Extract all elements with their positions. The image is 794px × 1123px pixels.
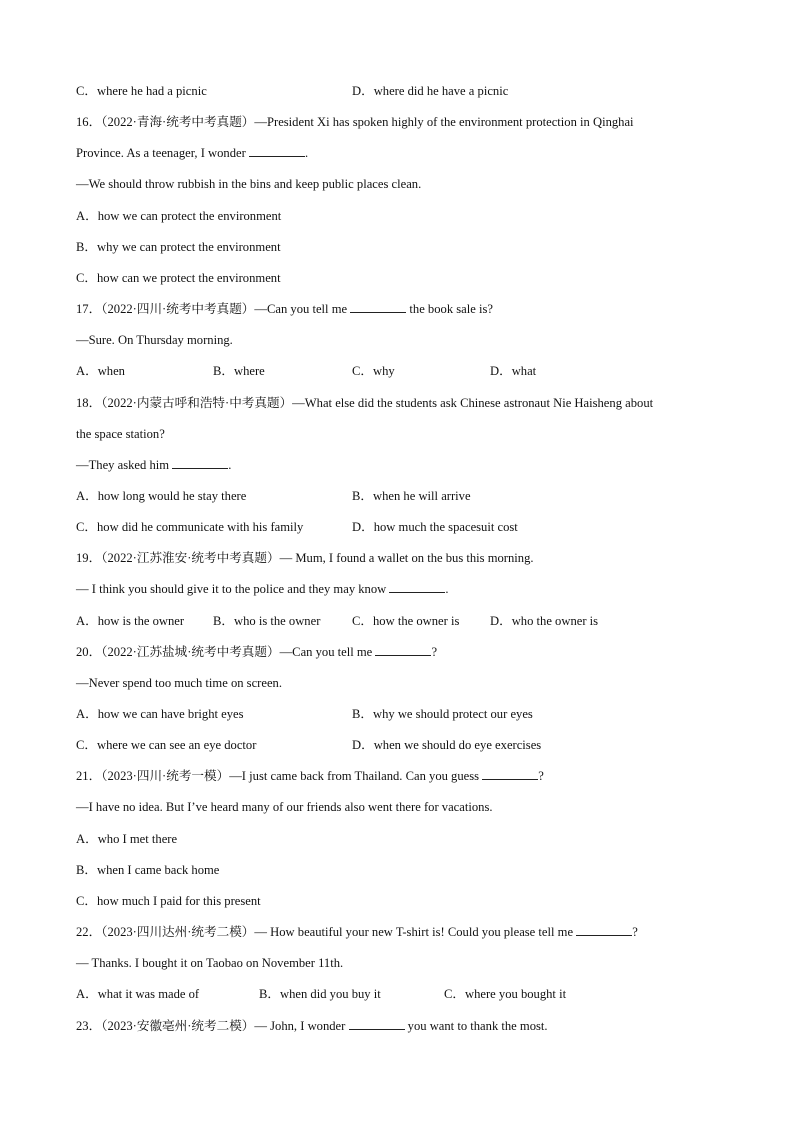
text-line xyxy=(76,766,724,786)
answer-option: B．why we should protect our eyes xyxy=(352,707,533,721)
line-text: —They asked him xyxy=(76,457,173,472)
options-row xyxy=(76,611,724,631)
text-line xyxy=(76,174,724,194)
answer-option: D．when we should do eye exercises xyxy=(352,738,542,753)
text-line xyxy=(76,424,724,444)
line-text: 22．（2023·四川达州·统考二模）— How beautiful your new T-shirt is! Could you please tell me xyxy=(76,925,577,940)
text-line xyxy=(76,112,724,132)
answer-blank[interactable] xyxy=(375,642,431,656)
answer-blank[interactable] xyxy=(349,1016,405,1030)
text-line xyxy=(76,797,724,817)
answer-option: C．how the owner is xyxy=(352,613,460,628)
answer-option: B．where xyxy=(213,364,265,379)
answer-option: A．what it was made of xyxy=(76,987,200,1002)
line-text: — I think you should give it to the police and they may know xyxy=(76,582,390,597)
line-text: A．how we can protect the environment xyxy=(76,208,282,223)
options-row xyxy=(76,735,724,755)
line-text: — Thanks. I bought it on Taobao on November 11th. xyxy=(76,956,344,971)
text-line xyxy=(76,579,724,599)
answer-option: D．what xyxy=(490,364,537,379)
line-text: 17．（2022·四川·统考中考真题）—Can you tell me xyxy=(76,302,351,317)
line-text: B．why we can protect the environment xyxy=(76,239,281,254)
line-text-continued: . xyxy=(445,582,449,597)
answer-option: C．where you bought it xyxy=(444,987,567,1002)
answer-blank[interactable] xyxy=(350,299,406,313)
options-row xyxy=(76,984,724,1004)
line-text: C．how much I paid for this present xyxy=(76,893,261,908)
line-text: A．who I met there xyxy=(76,831,178,846)
line-text: the space station? xyxy=(76,426,165,441)
line-text: C．how can we protect the environment xyxy=(76,270,281,285)
line-text-continued: the book sale is? xyxy=(406,302,493,317)
line-text: B．when I came back home xyxy=(76,862,220,877)
answer-option: C．why xyxy=(352,364,395,379)
text-line xyxy=(76,1016,724,1036)
options-row xyxy=(76,81,724,101)
text-line xyxy=(76,548,724,568)
answer-option: C．where he had a picnic xyxy=(76,84,207,98)
answer-option: C．how did he communicate with his family xyxy=(76,520,304,535)
text-line xyxy=(76,455,724,475)
answer-option: D．how much the spacesuit cost xyxy=(352,520,518,535)
line-text: —Sure. On Thursday morning. xyxy=(76,333,233,348)
line-text-continued: ? xyxy=(632,925,638,940)
answer-option: D．who the owner is xyxy=(490,613,599,628)
text-line xyxy=(76,299,724,319)
line-text: 18．（2022·内蒙古呼和浩特·中考真题）—What else did the students ask Chinese astronaut Nie Haisheng about xyxy=(76,395,654,410)
answer-option: B．when he will arrive xyxy=(352,488,471,503)
options-row xyxy=(76,486,724,506)
text-line xyxy=(76,922,724,942)
line-text: 16．（2022·青海·统考中考真题）—President Xi has spoken highly of the environment protection in Qinghai xyxy=(76,115,634,130)
text-line xyxy=(76,237,724,257)
answer-option: A．how long would he stay there xyxy=(76,488,247,503)
line-text: —Never spend too much time on screen. xyxy=(76,675,282,690)
answer-option: A．when xyxy=(76,364,125,379)
answer-blank[interactable] xyxy=(249,143,305,157)
line-text-continued: . xyxy=(304,146,309,161)
text-line xyxy=(76,330,724,350)
line-text: —We should throw rubbish in the bins and keep public places clean. xyxy=(76,177,422,192)
text-line xyxy=(76,829,724,849)
line-text-continued: ? xyxy=(431,644,438,659)
line-text: 19．（2022·江苏淮安·统考中考真题）— Mum, I found a wallet on the bus this morning. xyxy=(76,551,534,566)
answer-option: A．how we can have bright eyes xyxy=(76,707,244,721)
text-line xyxy=(76,860,724,880)
text-line xyxy=(76,953,724,973)
answer-blank[interactable] xyxy=(172,455,228,469)
options-row xyxy=(76,361,724,381)
line-text-continued: ? xyxy=(538,769,544,784)
line-text: 20．（2022·江苏盐城·统考中考真题）—Can you tell me xyxy=(76,644,376,659)
line-text: Province. As a teenager, I wonder xyxy=(76,146,249,161)
answer-blank[interactable] xyxy=(389,579,445,593)
line-text-continued: . xyxy=(228,457,232,472)
text-line xyxy=(76,642,724,662)
line-text: —I have no idea. But I’ve heard many of our friends also went there for vacations. xyxy=(76,800,493,815)
answer-blank[interactable] xyxy=(482,766,538,780)
line-text: 23．（2023·安徽亳州·统考二模）— John, I wonder xyxy=(76,1018,349,1033)
answer-option: D．where did he have a picnic xyxy=(352,84,509,98)
answer-blank[interactable] xyxy=(576,922,632,936)
answer-option: B．when did you buy it xyxy=(259,987,381,1002)
text-line xyxy=(76,673,724,693)
answer-option: B．who is the owner xyxy=(213,613,321,628)
options-row xyxy=(76,704,724,724)
answer-option: A．how is the owner xyxy=(76,613,185,628)
line-text: 21．（2023·四川·统考一模）—I just came back from Thailand. Can you guess xyxy=(76,769,483,784)
text-line xyxy=(76,393,724,413)
text-line xyxy=(76,268,724,288)
text-line xyxy=(76,206,724,226)
options-row xyxy=(76,517,724,537)
line-text-continued: you want to thank the most. xyxy=(404,1018,548,1033)
text-line xyxy=(76,143,724,163)
answer-option: C．where we can see an eye doctor xyxy=(76,738,257,753)
text-line xyxy=(76,891,724,911)
